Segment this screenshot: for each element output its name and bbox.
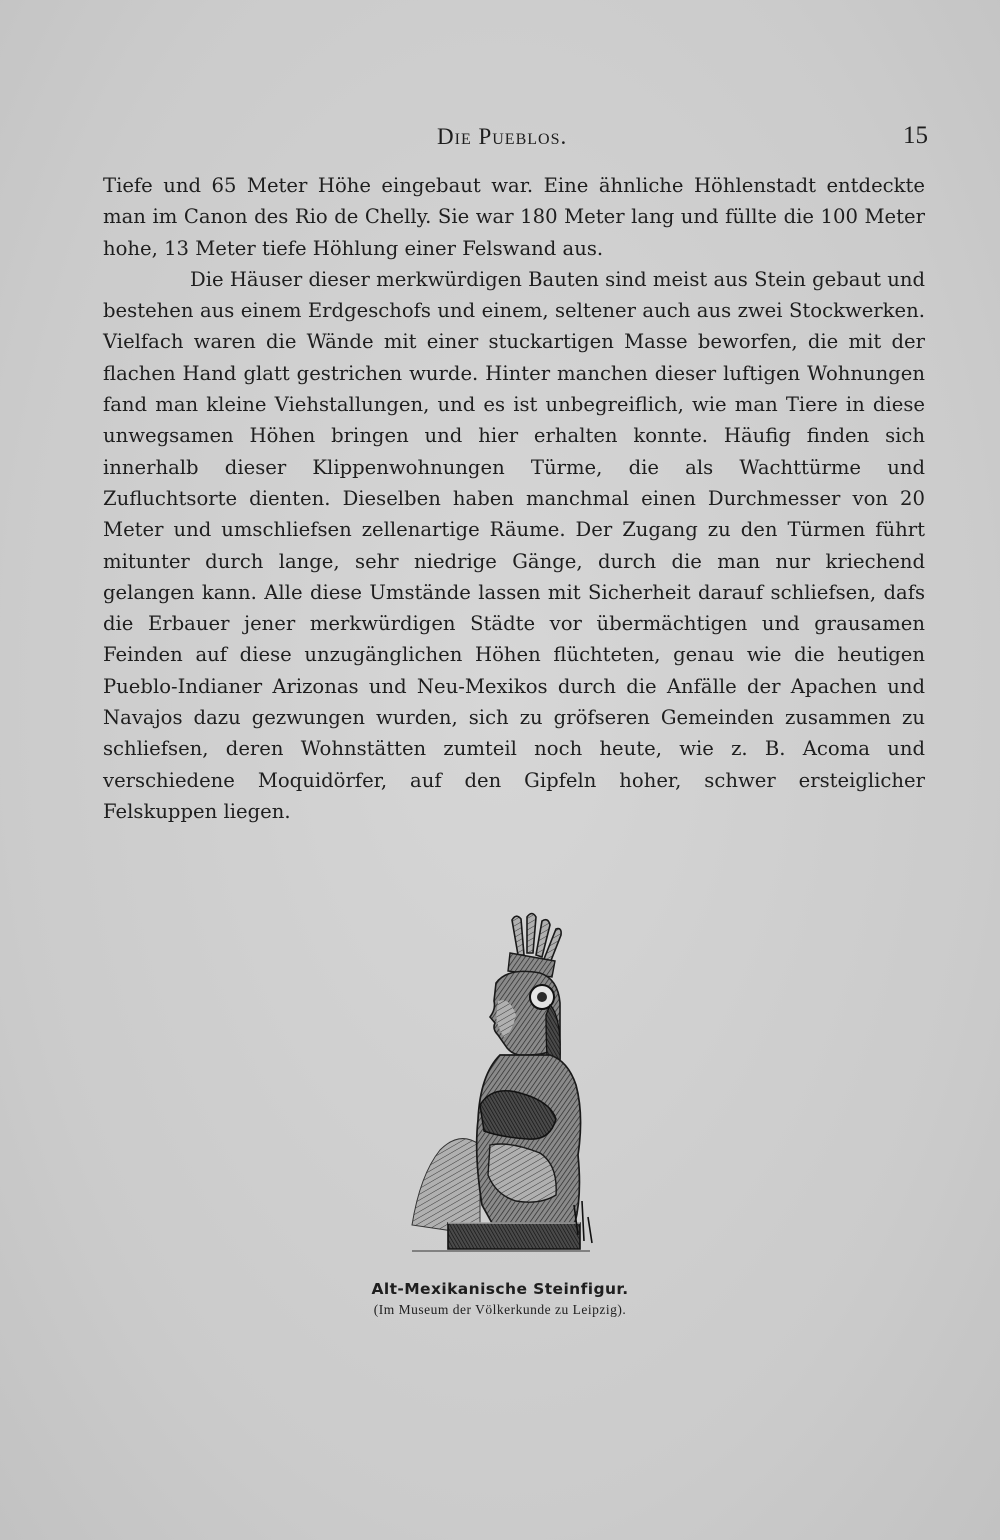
page-number: 15 <box>903 122 928 149</box>
running-head: Die Pueblos. <box>437 124 568 149</box>
body-text <box>103 170 925 827</box>
stone-figure-engraving <box>400 905 600 1270</box>
paragraph-2: Die Häuser dieser merkwürdigen Bauten sind meist aus Stein gebaut und bestehen aus einem Erdgeschofs und einem, seltener auch aus zwei Stockwerken. Vielfach waren die Wände mit einer stuckartigen Masse beworfen, die mit der flachen Hand glatt gestrichen wurde. Hinter manchen dieser luftigen Wohnungen fand man kleine Viehstallungen, und es ist unbegreiflich, wie man Tiere in diese unwegsamen Höhen bringen und hier erhalten konnte. Häufig finden sich innerhalb dieser Klippenwohnungen Türme, die als Wachttürme und Zufluchtsorte dienten. Dieselben haben manchmal einen Durchmesser von 20 Meter und umschliefsen zellenartige Räume. Der Zugang zu den Türmen führt mitunter durch lange, sehr niedrige Gänge, durch die man nur kriechend gelangen kann. Alle diese Umstände lassen mit Sicherheit darauf schliefsen, dafs die Erbauer jener merkwürdigen Städte vor übermächtigen und grausamen Feinden auf diese unzugänglichen Höhen flüchteten, genau wie die heutigen Pueblo-Indianer Arizonas und Neu-Mexikos durch die Anfälle der Apachen und Navajos dazu gezwungen wurden, sich zu gröfseren Gemeinden zusammen zu schliefsen, deren Wohnstätten zumteil noch heute, wie z. B. Acoma und verschiedene Moquidörfer, auf den Gipfeln hoher, schwer ersteiglicher Felskuppen liegen. <box>103 267 925 823</box>
page-header <box>103 118 928 154</box>
paragraph-1: Tiefe und 65 Meter Höhe eingebaut war. Eine ähnliche Höhlenstadt entdeckte man im Canon des Rio de Chelly. Sie war 180 Meter lang und füllte die 100 Meter hohe, 13 Meter tiefe Höhlung einer Felswand aus. <box>103 174 925 260</box>
caption-subtitle: (Im Museum der Völkerkunde zu Leipzig). <box>373 1302 627 1317</box>
stone-figure-illustration <box>400 905 600 1270</box>
caption-title: Alt-Mexikanische Steinfigur. <box>371 1280 629 1298</box>
figure-caption <box>300 1280 700 1318</box>
